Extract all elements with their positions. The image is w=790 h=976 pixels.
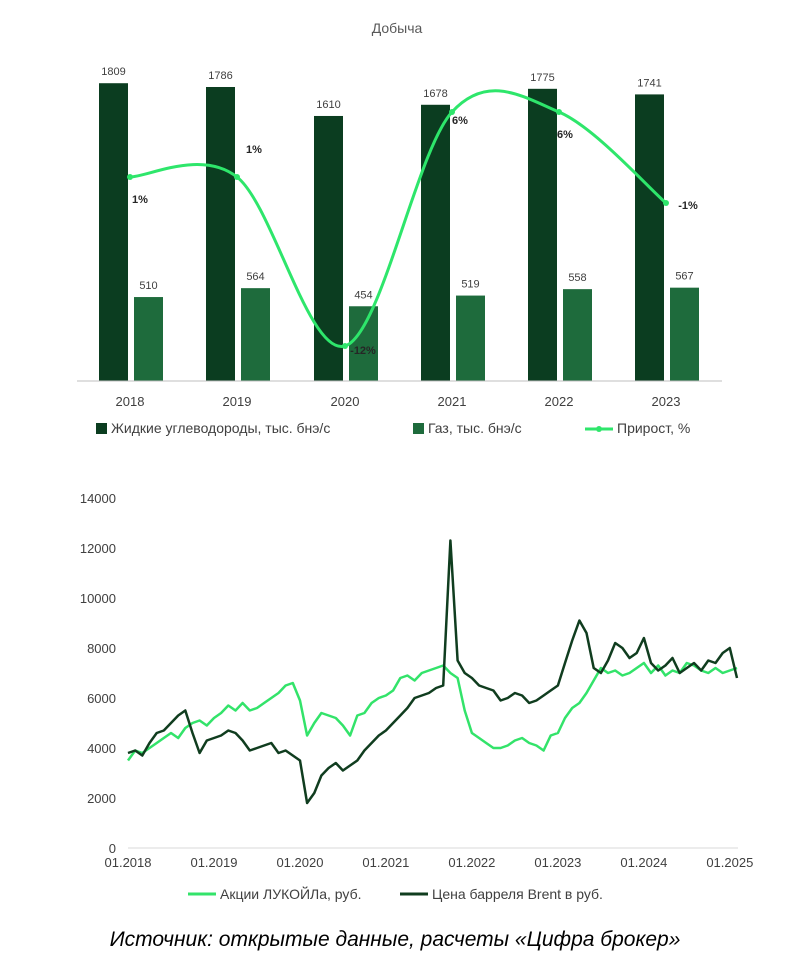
line-brent xyxy=(128,541,737,804)
bar-gas-2021 xyxy=(456,296,485,381)
y-tick-12000: 12000 xyxy=(79,541,116,556)
x-tick-01.2024: 01.2024 xyxy=(620,855,668,870)
growth-label-2020: -12% xyxy=(350,345,376,357)
x-tick-2018: 2018 xyxy=(115,394,145,409)
x-tick-01.2025: 01.2025 xyxy=(706,855,754,870)
bar-gas-2022 xyxy=(563,289,592,381)
x-tick-2023: 2023 xyxy=(651,394,681,409)
label-liquids-2020: 1610 xyxy=(316,98,341,111)
y-tick-2000: 2000 xyxy=(87,791,116,806)
x-tick-01.2023: 01.2023 xyxy=(534,855,582,870)
y-tick-0: 0 xyxy=(108,841,116,856)
growth-point-2019 xyxy=(234,174,240,180)
y-tick-6000: 6000 xyxy=(87,691,116,706)
legend-marker-gas xyxy=(413,423,424,434)
x-tick-01.2020: 01.2020 xyxy=(276,855,324,870)
bar-liquids-2022 xyxy=(528,89,557,381)
y-tick-14000: 14000 xyxy=(79,491,116,506)
label-liquids-2023: 1741 xyxy=(637,77,662,90)
label-gas-2023: 567 xyxy=(675,270,694,283)
y-tick-4000: 4000 xyxy=(87,741,116,756)
label-liquids-2022: 1775 xyxy=(530,71,555,84)
x-tick-2019: 2019 xyxy=(222,394,252,409)
bar-gas-2020 xyxy=(349,306,378,381)
bar-gas-2023 xyxy=(670,288,699,381)
growth-point-2023 xyxy=(663,200,669,206)
legend-marker-growth-dot xyxy=(596,426,602,432)
x-tick-01.2022: 01.2022 xyxy=(448,855,496,870)
x-tick-01.2019: 01.2019 xyxy=(190,855,238,870)
production-chart xyxy=(0,0,790,460)
growth-point-2022 xyxy=(556,109,562,115)
y-tick-8000: 8000 xyxy=(87,641,116,656)
growth-label-2023: -1% xyxy=(678,200,698,212)
growth-label-2018: 1% xyxy=(132,194,148,206)
legend-label-lukoil: Акции ЛУКОЙЛа, руб. xyxy=(220,886,362,902)
legend-marker-liquids xyxy=(96,423,107,434)
bar-liquids-2023 xyxy=(635,94,664,381)
source-note: Источник: открытые данные, расчеты «Цифра брокер» xyxy=(109,928,681,951)
label-gas-2018: 510 xyxy=(139,280,158,293)
label-liquids-2019: 1786 xyxy=(208,69,233,82)
growth-point-2018 xyxy=(127,174,133,180)
legend-label-liquids: Жидкие углеводороды, тыс. бнэ/с xyxy=(111,420,331,436)
y-tick-10000: 10000 xyxy=(79,591,116,606)
bar-liquids-2021 xyxy=(421,105,450,381)
legend-label-growth: Прирост, % xyxy=(617,420,691,436)
bar-gas-2019 xyxy=(241,288,270,381)
legend-label-brent: Цена барреля Brent в руб. xyxy=(432,886,603,902)
bar-gas-2018 xyxy=(134,297,163,381)
x-tick-2020: 2020 xyxy=(330,394,360,409)
bar-liquids-2018 xyxy=(99,83,128,381)
legend-label-gas: Газ, тыс. бнэ/с xyxy=(428,420,522,436)
growth-label-2019: 1% xyxy=(246,144,262,156)
x-tick-2022: 2022 xyxy=(544,394,574,409)
x-tick-01.2021: 01.2021 xyxy=(362,855,410,870)
growth-label-2021: 6% xyxy=(452,115,468,127)
line-lukoil xyxy=(128,663,737,761)
chart-title: Добыча xyxy=(371,20,423,36)
label-gas-2022: 558 xyxy=(568,272,587,285)
growth-point-2020 xyxy=(342,343,348,349)
growth-label-2022: 6% xyxy=(557,129,573,141)
x-tick-2021: 2021 xyxy=(437,394,467,409)
price-chart xyxy=(0,475,790,920)
x-tick-01.2018: 01.2018 xyxy=(104,855,152,870)
label-gas-2019: 564 xyxy=(246,271,265,284)
label-liquids-2021: 1678 xyxy=(423,87,448,100)
label-gas-2021: 519 xyxy=(461,278,480,291)
label-gas-2020: 454 xyxy=(354,289,373,302)
label-liquids-2018: 1809 xyxy=(101,66,126,79)
bar-liquids-2019 xyxy=(206,87,235,381)
